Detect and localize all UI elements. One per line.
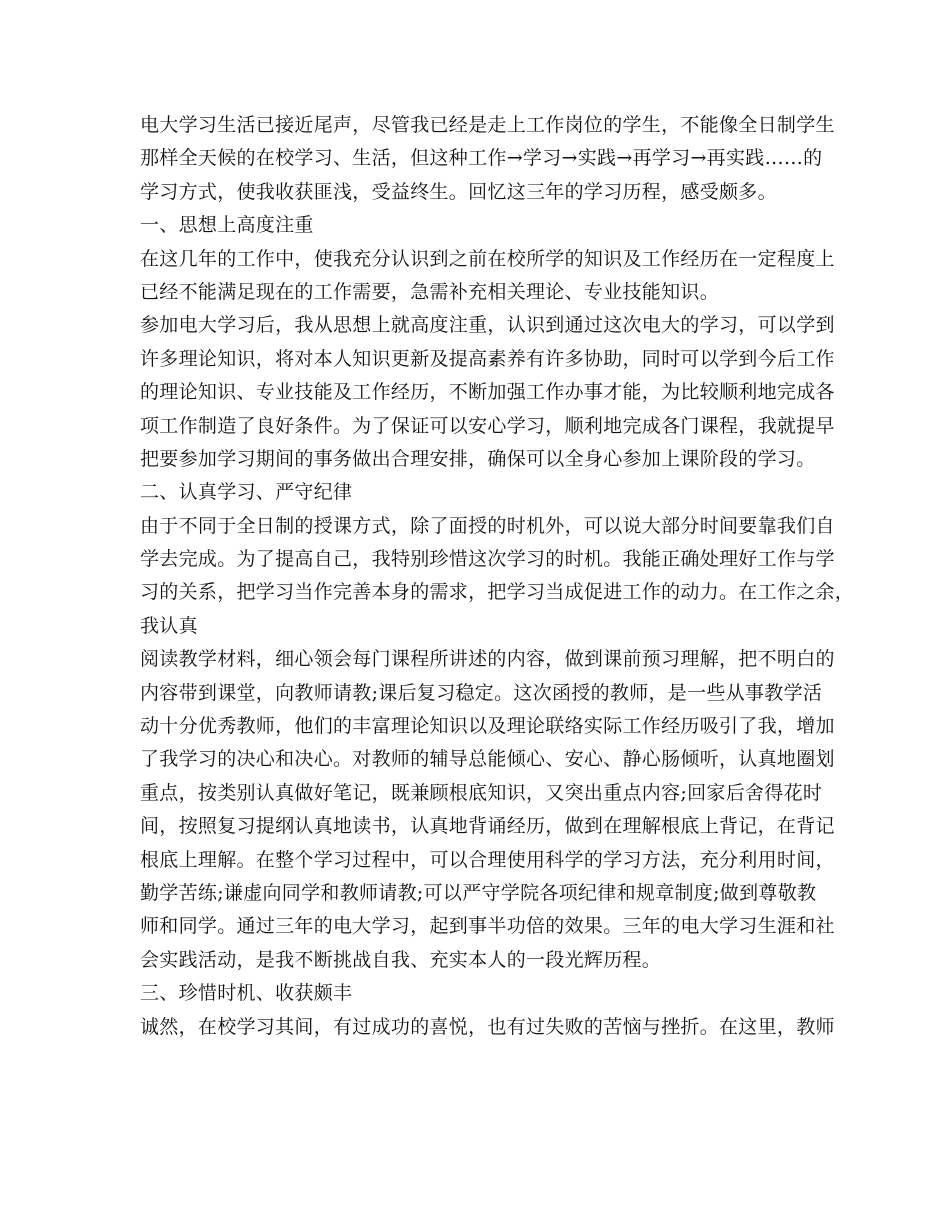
text-line: 一、思想上高度注重 [140,214,314,237]
text-line: 根底上理解。在整个学习过程中，可以合理使用科学的学习方法，充分利用时间， [140,848,835,871]
text-line: 师和同学。通过三年的电大学习，起到事半功倍的效果。三年的电大学习生涯和社 [140,915,835,938]
text-line: 了我学习的决心和决心。对教师的辅导总能倾心、安心、静心肠倾听，认真地圈划 [140,748,835,771]
text-line: 我认真 [140,614,198,637]
text-line: 的理论知识、专业技能及工作经历，不断加强工作办事才能，为比较顺利地完成各 [140,381,835,404]
text-line: 由于不同于全日制的授课方式，除了面授的时机外，可以说大部分时间要靠我们自 [140,514,835,537]
text-line: 内容带到课堂，向教师请教;课后复习稳定。这次函授的教师，是一些从事教学活 [140,681,823,704]
text-line: 三、珍惜时机、收获颇丰 [140,982,353,1005]
text-line: 间，按照复习提纲认真地读书，认真地背诵经历，做到在理解根底上背记，在背记 [140,815,835,838]
text-line: 把要参加学习期间的事务做出合理安排，确保可以全身心参加上课阶段的学习。 [140,447,816,470]
text-line: 动十分优秀教师，他们的丰富理论知识以及理论联络实际工作经历吸引了我，增加 [140,715,835,738]
text-line: 学习方式，使我收获匪浅，受益终生。回忆这三年的学习历程，感受颇多。 [140,180,777,203]
text-line: 学去完成。为了提高自己，我特别珍惜这次学习的时机。我能正确处理好工作与学 [140,548,835,571]
text-line: 在这几年的工作中，使我充分认识到之前在校所学的知识及工作经历在一定程度上 [140,247,835,270]
text-line: 项工作制造了良好条件。为了保证可以安心学习，顺利地完成各门课程，我就提早 [140,414,835,437]
document-body [140,109,855,1044]
text-line: 电大学习生活已接近尾声，尽管我已经是走上工作岗位的学生，不能像全日制学生 [140,114,835,136]
text-line: 阅读教学材料，细心领会每门课程所讲述的内容，做到课前预习理解，把不明白的 [140,648,835,671]
text-line: 会实践活动，是我不断挑战自我、充实本人的一段光辉历程。 [140,948,662,971]
text-line: 重点，按类别认真做好笔记，既兼顾根底知识，又突出重点内容;回家后舍得花时 [140,781,823,804]
text-line: 已经不能满足现在的工作需要，急需补充相关理论、专业技能知识。 [140,280,720,303]
text-line: 诚然，在校学习其间，有过成功的喜悦，也有过失败的苦恼与挫折。在这里，教师 [140,1015,835,1038]
text-line: 习的关系，把学习当作完善本身的需求，把学习当成促进工作的动力。在工作之余， [140,581,855,604]
text-line: 勤学苦练;谦虚向同学和教师请教;可以严守学院各项纪律和规章制度;做到尊敬教 [140,881,817,904]
text-line: 那样全天候的在校学习、生活，但这种工作→学习→实践→再学习→再实践……的 [140,147,823,170]
text-line: 许多理论知识，将对本人知识更新及提高素养有许多协助，同时可以学到今后工作 [140,347,835,370]
text-line: 二、认真学习、严守纪律 [140,481,353,504]
text-line: 参加电大学习后，我从思想上就高度注重，认识到通过这次电大的学习，可以学到 [140,314,835,337]
